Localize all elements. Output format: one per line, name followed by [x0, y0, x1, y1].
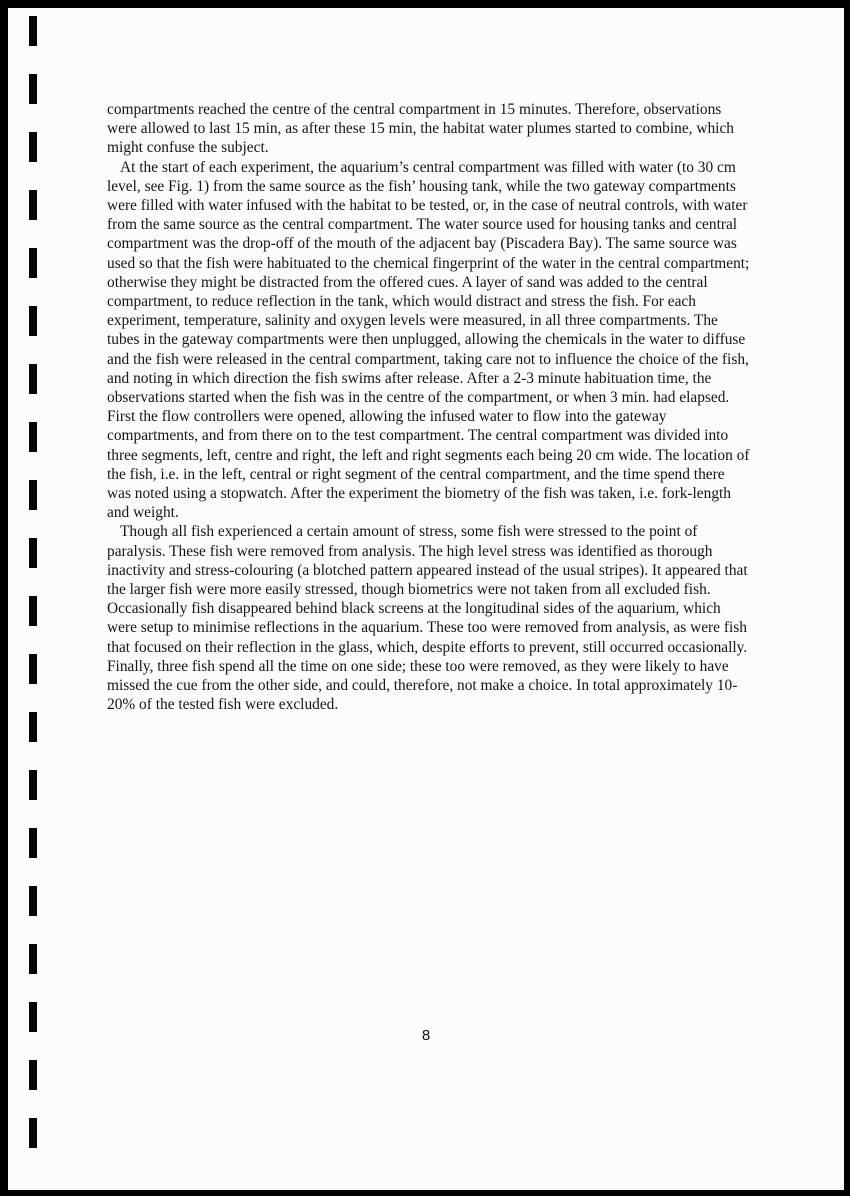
- page-number: 8: [421, 1027, 431, 1044]
- binding-hole: [29, 422, 37, 452]
- binding-hole: [29, 1060, 37, 1090]
- binding-hole: [29, 16, 37, 46]
- binding-hole: [29, 248, 37, 278]
- paragraph-continued: compartments reached the centre of the central compartment in 15 minutes. Therefore, observations were allowed to last 15 min, as after these 15 min, the habitat water plumes started to combine, which might confuse the subject.: [107, 101, 734, 157]
- binding-hole: [29, 74, 37, 104]
- binding-hole: [29, 190, 37, 220]
- binding-hole: [29, 828, 37, 858]
- binding-hole: [29, 480, 37, 510]
- binding-hole: [29, 770, 37, 800]
- binding-hole: [29, 886, 37, 916]
- binding-hole: [29, 596, 37, 626]
- binding-hole: [29, 944, 37, 974]
- binding-hole: [29, 1118, 37, 1148]
- document-page: [8, 8, 844, 1190]
- comb-binding: [29, 8, 39, 1190]
- binding-hole: [29, 712, 37, 742]
- paragraph-exclusions: Though all fish experienced a certain amount of stress, some fish were stressed to the point of paralysis. These fish were removed from analysis. The high level stress was identified as thorough inactivity and stress-colouring (a blotched pattern appeared instead of the usual stripes). It appeared that the larger fish were more easily stressed, though biometrics were not taken from all excluded fish. Occasionally fish disappeared behind black screens at the longitudinal sides of the aquarium, which were setup to minimise reflections in the aquarium. These too were removed from analysis, as were fish that focused on their reflection in the glass, which, despite efforts to prevent, still occurred occasionally. Finally, three fish spend all the time on one side; these too were removed, as they were likely to have missed the cue from the other side, and could, therefore, not make a choice. In total approximately 10-20% of the tested fish were excluded.: [107, 523, 748, 714]
- binding-hole: [29, 538, 37, 568]
- binding-hole: [29, 654, 37, 684]
- binding-hole: [29, 132, 37, 162]
- paragraph-experiment-setup: At the start of each experiment, the aquarium’s central compartment was filled with water (to 30 cm level, see Fig. 1) from the same source as the fish’ housing tank, while the two gateway compartments were filled with water infused with the habitat to be tested, or, in the case of neutral controls, with water from the same source as the central compartment. The water source used for housing tanks and central compartment was the drop-off of the mouth of the adjacent bay (Piscadera Bay). The same source was used so that the fish were habituated to the chemical fingerprint of the water in the central compartment; otherwise they might be distracted from the offered cues. A layer of sand was added to the central compartment, to reduce reflection in the tank, which would distract and stress the fish. For each experiment, temperature, salinity and oxygen levels were measured, in all three compartments. The tubes in the gateway compartments were then unplugged, allowing the chemicals in the water to diffuse and the fish were released in the central compartment, taking care not to influence the choice of the fish, and noting in which direction the fish swims after release. After a 2-3 minute habituation time, the observations started when the fish was in the centre of the compartment, or when 3 min. had elapsed. First the flow controllers were opened, allowing the infused water to flow into the gateway compartments, and from there on to the test compartment. The central compartment was divided into three segments, left, centre and right, the left and right segments each being 20 cm wide. The location of the fish, i.e. in the left, central or right segment of the central compartment, and the time spend there was noted using a stopwatch. After the experiment the biometry of the fish was taken, i.e. fork-length and weight.: [107, 158, 750, 522]
- binding-hole: [29, 364, 37, 394]
- body-text: [107, 100, 752, 715]
- binding-hole: [29, 306, 37, 336]
